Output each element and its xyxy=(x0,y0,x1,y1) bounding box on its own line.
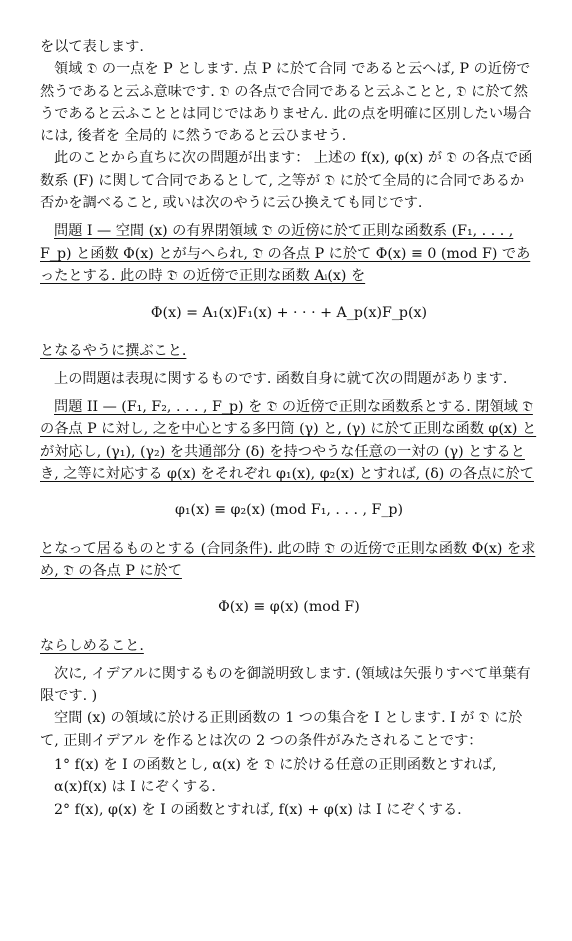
problem-2-end xyxy=(40,635,538,657)
condition-2: 2° f(x), φ(x) を I の函数とすれば, f(x) + φ(x) は I にぞくする. xyxy=(54,801,462,818)
condition-1: 1° f(x) を I の函数とし, α(x) を 𝔇 に於ける任意の正則函数とすれば, α(x)f(x) は I にぞくする. xyxy=(54,757,497,796)
equation-2: φ₁(x) ≡ φ₂(x) (mod F₁, . . . , F_p) xyxy=(174,502,404,519)
problem-2-end-text: ならしめること. xyxy=(40,637,144,654)
problem-1-statement xyxy=(40,220,538,287)
problem-2-cont-text: となって居るものとする (合同条件). 此の時 𝔇̄ の近傍で正則な函数 Φ(x) を求め, 𝔇̄ の各点 P に於て xyxy=(40,540,536,579)
paragraph-ideal-definition: 空間 (x) の領域に於ける正則函数の 1 つの集合を I とします. I が 𝔇 に於て, 正則イデアル を作るとは次の 2 つの条件がみたされることです： xyxy=(40,710,523,749)
paragraph-question: 此のことから直ちに次の問題が出ます： 上述の f(x), φ(x) が 𝔇 の各点で函数系 (F) に関して合同であるとして, 之等が 𝔇 に於て全局的に合同であるか否かを調べること, 或いは次のやうに云ひ換えても同じです. xyxy=(40,150,533,212)
paragraph-ideal-intro: 次に, イデアルに関するものを御説明致します. (領域は矢張りすべて単葉有限です. ) xyxy=(40,665,531,705)
problem-2-text: 問題 II — (F₁, F₂, . . . , F_p) を 𝔇̄ の近傍で正則な函数系とする. 閉領域 𝔇̄ の各点 P に対し, 之を中心とする多円筒 (γ) と, (γ) に於て正則な函数 φ(x) とが対応し, (γ₁), (γ₂) を共通部分 (δ) を持つやうな任意の一対の (γ) とするとき, 之等に対応する φ(x) をそれぞれ φ₁(x), φ₂(x) とすれば, (δ) の各点に於て xyxy=(40,399,537,483)
equation-3: Φ(x) ≡ φ(x) (mod F) xyxy=(218,599,360,616)
paragraph-intro: を以て表します. xyxy=(40,39,144,55)
equation-1: Φ(x) = A₁(x)F₁(x) + · · · + A_p(x)F_p(x) xyxy=(150,305,428,322)
paragraph-transition: 上の問題は表現に関するものです. 函数自身に就て次の問題があります. xyxy=(54,370,508,387)
problem-1-text: 問題 I — 空間 (x) の有界閉領域 𝔇̄ の近傍に於て正則な函数系 (F₁, . . . , F_p) と函数 Φ(x) とが与へられ, 𝔇̄ の各点 P に於て Φ(x) ≡ 0 (mod F) であったとする. 此の時 𝔇̄ の近傍で正則な函数 Aᵢ(x) を xyxy=(40,223,531,284)
problem-1-end-text: となるやうに撰ぶこと. xyxy=(40,342,187,359)
problem-2-continuation xyxy=(40,538,538,583)
problem-1-end xyxy=(40,340,538,362)
paragraph-definition-congruence: 領域 𝔇 の一点を P とします. 点 P に於て合同 であると云へば, P の近傍で然うであると云ふ意味です. 𝔇 の各点で合同であると云ふことと, 𝔇 に於て然うであると云ふこととは同じではありません. 此の点を明確に区別したい場合には, 後者を 全局的 に然うであると云ひませう. xyxy=(40,61,532,145)
problem-2-statement xyxy=(40,396,538,485)
